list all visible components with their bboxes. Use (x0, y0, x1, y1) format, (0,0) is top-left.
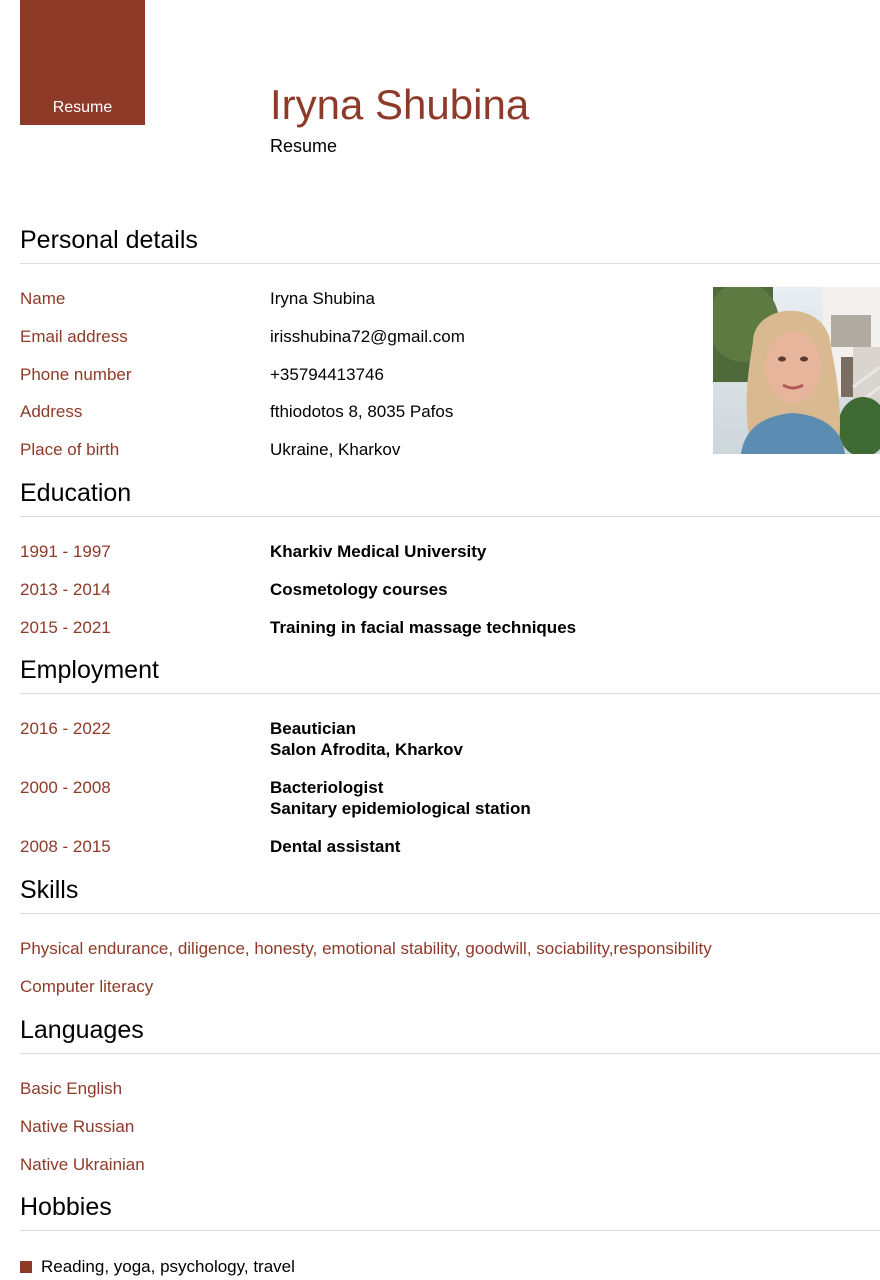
field-label: Name (20, 289, 66, 308)
job-title: Dental assistant (270, 837, 401, 856)
field-value: fthiodotos 8, 8035 Pafos (270, 402, 454, 421)
skill-item: Physical endurance, diligence, honesty, emotional stability, goodwill, sociability,responsibility (20, 939, 712, 958)
section-heading: Skills (20, 875, 880, 914)
education-section (20, 478, 880, 637)
page-title: Iryna Shubina (270, 81, 530, 128)
language-item: Native Russian (20, 1117, 135, 1136)
date-range: 2016 - 2022 (20, 719, 111, 738)
date-range: 2015 - 2021 (20, 618, 111, 637)
language-item: Basic English (20, 1079, 123, 1098)
field-label: Address (20, 402, 83, 421)
language-item: Native Ukrainian (20, 1155, 145, 1174)
square-bullet-icon (20, 1261, 32, 1273)
section-heading: Personal details (20, 225, 880, 264)
education-title: Training in facial massage techniques (270, 618, 577, 637)
date-range: 2013 - 2014 (20, 580, 111, 599)
field-value: irisshubina72@gmail.com (270, 327, 465, 346)
job-title: Beautician (270, 719, 356, 738)
section-heading: Languages (20, 1015, 880, 1054)
date-range: 2000 - 2008 (20, 778, 111, 797)
section-heading: Hobbies (20, 1192, 880, 1231)
job-title: Bacteriologist (270, 778, 384, 797)
skill-item: Computer literacy (20, 977, 154, 996)
field-value: Ukraine, Kharkov (270, 440, 401, 459)
section-heading: Employment (20, 655, 880, 694)
field-value: +35794413746 (270, 365, 384, 384)
education-title: Cosmetology courses (270, 580, 448, 599)
hobbies-section (20, 1192, 880, 1276)
date-range: 2008 - 2015 (20, 837, 111, 856)
job-employer: Salon Afrodita, Kharkov (270, 740, 464, 759)
resume-logo-label: Resume (52, 99, 113, 116)
field-label: Phone number (20, 365, 132, 384)
field-value: Iryna Shubina (270, 289, 375, 308)
section-heading: Education (20, 478, 880, 517)
field-label: Place of birth (20, 440, 120, 459)
languages-section (20, 1015, 880, 1174)
personal-details-section (20, 225, 880, 459)
employment-section (20, 655, 880, 856)
date-range: 1991 - 1997 (20, 542, 111, 561)
hobby-item (20, 1256, 295, 1277)
education-title: Kharkiv Medical University (270, 542, 487, 561)
hobby-text: Reading, yoga, psychology, travel (41, 1257, 295, 1276)
job-employer: Sanitary epidemiological station (270, 799, 531, 818)
skills-section (20, 875, 880, 996)
resume-logo (20, 0, 145, 125)
profile-photo (713, 287, 880, 454)
page-subtitle: Resume (270, 136, 338, 156)
field-label: Email address (20, 327, 128, 346)
